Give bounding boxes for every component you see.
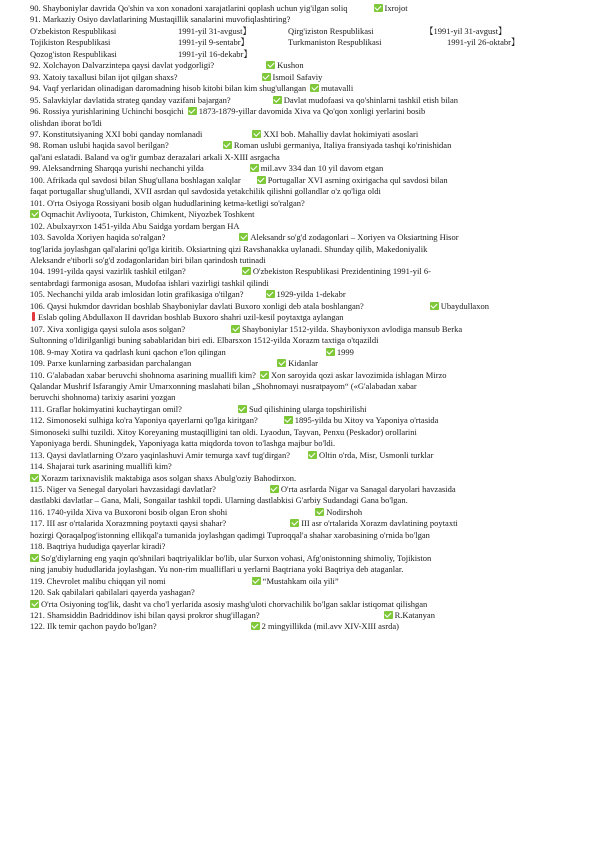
question-text: 98. Roman uslubi haqida savol berilgan? — [30, 140, 169, 151]
exclamation-icon — [32, 312, 35, 321]
checkmark-icon — [30, 554, 39, 562]
question-106 — [30, 301, 586, 312]
note-106 — [30, 312, 586, 323]
question-109 — [30, 358, 586, 369]
question-103 — [30, 232, 586, 243]
answer-101 — [30, 209, 586, 220]
question-107 — [30, 324, 586, 335]
question-91 — [30, 14, 586, 25]
question-110 — [30, 370, 586, 381]
country-cell: Qozog'iston Respublikasi — [30, 48, 117, 59]
answer-120 — [30, 599, 586, 610]
question-text: 92. Xolchayon Dalvarzintepa qaysi davlat yodgorligi? — [30, 60, 215, 71]
checkmark-icon — [326, 348, 335, 356]
answer-text: 1999 — [336, 346, 354, 357]
answer-text: So'g'diylarning eng yaqin qo'shnilari baqtriyaliklar bo'lib, ular Surxon vohasi, Afg'onistonning shimoliy, Tojikiston — [41, 552, 432, 563]
checkmark-icon — [273, 96, 282, 104]
question-108 — [30, 347, 586, 358]
question-119 — [30, 576, 586, 587]
answer-continuation: sentabrdagi farmoniga asosan, Mudofaa ishlari vazirligi tashkil qilindi — [30, 277, 269, 288]
checkmark-icon — [310, 84, 319, 92]
question-text: 118. Baqtriya hududiga qayerlar kiradi? — [30, 541, 166, 552]
answer-text: Ubaydullaxon — [440, 300, 489, 311]
checkmark-icon — [374, 4, 383, 12]
date-cell: 1991-yil 31-avgust】 — [178, 25, 251, 36]
answer-text: 2 mingyillikda (mil.avv XIV-XIII asrda) — [261, 621, 399, 632]
answer-continuation: beruvchi shohnoma) tarixiy asarini yozgan — [30, 392, 176, 403]
question-text: 112. Simonoseki sulhiga ko'ra Yaponiya qayerlarni qo'lga kiritgan? — [30, 415, 258, 426]
question-96 — [30, 106, 586, 117]
answer-continuation: faqat portugallar shug'ullandi, XVII asrdan qul savdosida yetakchilik qilishni gollandlar o'z qo'liga oldi — [30, 186, 381, 197]
question-121 — [30, 610, 586, 621]
checkmark-icon — [270, 485, 279, 493]
answer-text: Xon saroyida qozi askar lavozimida ishlagan Mirzo — [270, 369, 447, 380]
checkmark-icon — [277, 359, 286, 367]
checkmark-icon — [238, 405, 247, 413]
question-114 — [30, 461, 586, 472]
question-text: 101. O'rta Osiyoga Rossiyani bosib olgan hududlarining ketma-ketligi so'ralgan? — [30, 197, 305, 208]
question-text: 104. 1991-yilda qaysi vazirlik tashkil etilgan? — [30, 266, 186, 277]
question-text: 116. 1740-yilda Xiva va Buxoroni bosib olgan Eron shohi — [30, 506, 228, 517]
answer-continuation: tog'larida joylashgan qal'alarini qo'lga kiritib. Oksiartning qizi Ravshanakka uylanadi. Shunday qilib, Makedoniyalik — [30, 243, 428, 254]
answer-text: Kushon — [277, 60, 304, 71]
checkmark-icon — [239, 233, 248, 241]
checkmark-icon — [231, 325, 240, 333]
answer-text: Ismoil Safaviy — [272, 71, 323, 82]
question-text: 95. Salavkiylar davlatida strateg qanday vazifani bajargan? — [30, 94, 231, 105]
checkmark-icon — [30, 474, 39, 482]
question-text: 115. Niger va Senegal daryolari havzasidagi davlatlar? — [30, 484, 216, 495]
question-93 — [30, 72, 586, 83]
checkmark-icon — [266, 290, 275, 298]
question-text: 113. Qaysi davlatlarning O'zaro yaqinlashuvi Amir temurga xavf tug'dirgan? — [30, 449, 290, 460]
answer-text: mutavalli — [321, 83, 354, 94]
answer-text: Davlat mudofaasi va qo'shinlarni tashkil etish bilan — [283, 94, 459, 105]
answer-text: O'zbekiston Respublikasi Prezidentining 1991-yil 6- — [252, 266, 431, 277]
matching-row — [30, 37, 586, 48]
question-text: 114. Shajarai turk asarining muallifi kim? — [30, 461, 172, 472]
question-text: 106. Qaysi hukmdor davridan boshlab Shayboniylar davlati Buxoro xonligi deb atala boshlangan? — [30, 300, 364, 311]
question-90 — [30, 3, 586, 14]
answer-text: Shayboniylar 1512-yilda. Shayboniyxon avlodiga mansub Berka — [242, 323, 463, 334]
country-cell: Tojikiston Respublikasi — [30, 37, 111, 48]
checkmark-icon — [252, 130, 261, 138]
checkmark-icon — [30, 600, 39, 608]
matching-row — [30, 49, 586, 60]
answer-text: Aleksandr so'g'd zodagonlari – Xoriyen va Oksiartning Hisor — [250, 232, 459, 243]
checkmark-icon — [384, 611, 393, 619]
question-text: 90. Shayboniylar davrida Qo'shin va xon xonadoni xarajatlarini qoplash uchun yig'ilgan soliq — [30, 3, 348, 13]
answer-continuation: Yaponiyaga berdi. Shuningdek, Yaponiyaga katta miqdorda tovon to'lashga majbur bo'ldi. — [30, 438, 336, 449]
question-text: 111. Graflar hokimyatini kuchaytirgan omil? — [30, 403, 182, 414]
question-text: 120. Sak qabilalari qabilalari qayerda yashagan? — [30, 587, 195, 598]
answer-continuation: Simonoseki sulhi tuzildi. Xitoy Koreyaning mustaqilligini tan oldi. Lyaodun, Tayvan, Penxu (Peskador) orollarini — [30, 426, 417, 437]
question-122 — [30, 621, 586, 632]
checkmark-icon — [30, 210, 39, 218]
question-100 — [30, 175, 586, 186]
answer-114 — [30, 473, 586, 484]
checkmark-icon — [290, 519, 299, 527]
answer-continuation: olishdan iborat bo'ldi — [30, 117, 102, 128]
answer-continuation: Aleksandr e'tiborli so'g'd zodagonlaridan biri bilan qarindosh tutinadi — [30, 254, 266, 265]
date-cell: 【1991-yil 31-avgust】 — [425, 25, 507, 36]
question-text: 119. Chevrolet malibu chiqqan yil nomi — [30, 575, 166, 586]
answer-118 — [30, 553, 586, 564]
answer-text: Oqmachit Avliyoota, Turkiston, Chimkent, Niyozbek Toshkent — [41, 209, 255, 220]
question-117 — [30, 518, 586, 529]
answer-continuation: hozirgi Qoraqalpog'istonning ellikqal'a tumanida joylashgan qadimgi Tuproqqal'a shahar xarobasining o'rnida bo'lgan — [30, 529, 430, 540]
answer-text: O'rta asrlarda Nigar va Sanagal daryolari havzasida — [280, 484, 456, 495]
answer-text: 1895-yilda bu Xitoy va Yaponiya o'rtasida — [294, 415, 439, 426]
answer-text: “Mustahkam oila yili” — [262, 575, 339, 586]
answer-text: Sud qilishining ularga topshirilishi — [248, 403, 367, 414]
question-105 — [30, 289, 586, 300]
question-104 — [30, 266, 586, 277]
question-text: 105. Nechanchi yilda arab imlosidan lotin grafikasiga o'tilgan? — [30, 289, 244, 300]
checkmark-icon — [315, 508, 324, 516]
answer-text: Nodirshoh — [326, 506, 363, 517]
answer-text: XXI bob. Mahalliy davlat hokimiyati asoslari — [263, 128, 419, 139]
question-text: 108. 9-may Xotira va qadrlash kuni qachon e'lon qilingan — [30, 346, 226, 357]
checkmark-icon — [262, 73, 271, 81]
checkmark-icon — [257, 176, 266, 184]
answer-text: III asr o'rtalarida Xorazm davlatining poytaxti — [301, 518, 458, 529]
checkmark-icon — [266, 61, 275, 69]
question-101 — [30, 198, 586, 209]
question-text: 96. Rossiya yurishlarining Uchinchi bosqichi — [30, 106, 184, 117]
answer-text: 1929-yilda 1-dekabr — [276, 289, 346, 300]
question-97 — [30, 129, 586, 140]
checkmark-icon — [251, 622, 260, 630]
answer-text: Roman uslubi germaniya, Italiya fransiyada tashqi ko'rinishidan — [233, 140, 452, 151]
question-118 — [30, 541, 586, 552]
answer-continuation: Sultonning o'ldirilganligi buning sabablaridan biri edi. Elbarsxon 1512-yilda Xorazm taxtiga o'tqazildi — [30, 335, 379, 346]
question-115 — [30, 484, 586, 495]
answer-text: 1873-1879-yillar davomida Xiva va Qo'qon xonligi yerlarini bosib — [198, 106, 426, 117]
answer-text: O'rta Osiyoning tog'lik, dasht va cho'l yerlarida asosiy mashg'uloti chorvachilik bo'lgan saklar istiqomat qilishgan — [41, 598, 428, 609]
question-text: 117. III asr o'rtalarida Xorazmning poytaxti qaysi shahar? — [30, 518, 227, 529]
question-text: 91. Markaziy Osiyo davlatlarining Mustaqillik sanalarini muvofiqlashtiring? — [30, 14, 291, 25]
question-text: 121. Shamsiddin Badriddinov ishi bilan qaysi prokror shug'illagan? — [30, 610, 260, 621]
question-120 — [30, 587, 586, 598]
question-112 — [30, 415, 586, 426]
checkmark-icon — [223, 141, 232, 149]
question-102: 102. Abulxayrxon 1451-yilda Abu Saidga yordam bergan HA — [30, 220, 240, 231]
country-cell: Qirg'iziston Respublikasi — [288, 25, 374, 36]
question-98 — [30, 140, 586, 151]
answer-continuation: Qalandar Mushrif Isfarangiy Amir Umarxonning maslahati bilan „Shohnomayi nusratpayom“ («G'alabadan xabar — [30, 380, 417, 391]
question-111 — [30, 404, 586, 415]
question-text: 94. Vaqf yerlaridan olinadigan daromadning hisob kitobi bilan kim shug'ullangan — [30, 83, 307, 94]
answer-text: Kidanlar — [288, 358, 318, 369]
question-text: 122. Ilk temir qachon paydo bo'lgan? — [30, 621, 157, 632]
question-text: 93. Xatoiy taxallusi bilan ijot qilgan shaxs? — [30, 71, 178, 82]
checkmark-icon — [242, 267, 251, 275]
answer-continuation: ning janubiy hududlarida joylashgan. Yu non-rim mualliflari u yerlarni Baqtriana yoki Baqtriya deb ataganlar. — [30, 564, 404, 575]
checkmark-icon — [260, 371, 269, 379]
question-text: 110. G'alabadan xabar beruvchi shohnoma asarining muallifi kim? — [30, 369, 256, 380]
country-cell: Turkmaniston Respublikasi — [288, 37, 382, 48]
checkmark-icon — [430, 302, 439, 310]
question-99 — [30, 163, 586, 174]
country-cell: O'zbekiston Respublikasi — [30, 25, 117, 36]
question-text: 97. Konstitutsiyaning XXI bobi qanday nomlanadi — [30, 128, 203, 139]
answer-continuation: qal'ani eslatadi. Baland va og'ir gumbaz derazalari arkali X-XIII asrgacha — [30, 151, 280, 162]
date-cell: 1991-yil 26-oktabr】 — [447, 37, 520, 48]
matching-row — [30, 26, 586, 37]
answer-text: Xorazm tarixnavislik maktabiga asos solgan shaxs Abulg'oziy Bahodirxon. — [41, 472, 297, 483]
checkmark-icon — [252, 577, 261, 585]
question-92 — [30, 60, 586, 71]
checkmark-icon — [284, 416, 293, 424]
question-113 — [30, 450, 586, 461]
date-cell: 1991-yil 9-sentabr】 — [178, 37, 250, 48]
question-text: 103. Savolda Xoriyen haqida so'ralgan? — [30, 232, 166, 243]
answer-text: R.Katanyan — [394, 610, 435, 621]
date-cell: 1991-yil 16-dekabr】 — [178, 48, 252, 59]
checkmark-icon — [250, 164, 259, 172]
question-116 — [30, 507, 586, 518]
question-text: 100. Afrikada qul savdosi bilan Shug'ullana boshlagan xalqlar — [30, 174, 241, 185]
question-95 — [30, 95, 586, 106]
checkmark-icon — [308, 451, 317, 459]
checkmark-icon — [188, 107, 197, 115]
answer-continuation: dastlabki davlatlar – Gana, Mali, Songailar tashkil topdi. Ularning dastlabkisi G'arbiy Sudandagi Gana bo'lgan. — [30, 495, 408, 506]
question-text: 107. Xiva xonligiga qaysi sulola asos solgan? — [30, 323, 186, 334]
note-text: Eslab qoling Abdullaxon II davridan boshlab Buxoro shahri uzil-kesil poytaxtga aylangan — [38, 312, 344, 323]
question-text: 109. Parxe kunlarning zarbasidan parchalangan — [30, 358, 192, 369]
answer-text: Oltin o'rda, Misr, Usmonli turklar — [318, 449, 434, 460]
question-text: 99. Aleksandrning Sharqqa yurishi nechanchi yilda — [30, 163, 204, 174]
answer-text: Ixrojot — [384, 3, 408, 13]
question-94 — [30, 83, 586, 94]
answer-text: Portugallar XVI asrning oxirigacha qul savdosi bilan — [267, 174, 448, 185]
answer-text: mil.avv 334 dan 10 yil davom etgan — [260, 163, 384, 174]
